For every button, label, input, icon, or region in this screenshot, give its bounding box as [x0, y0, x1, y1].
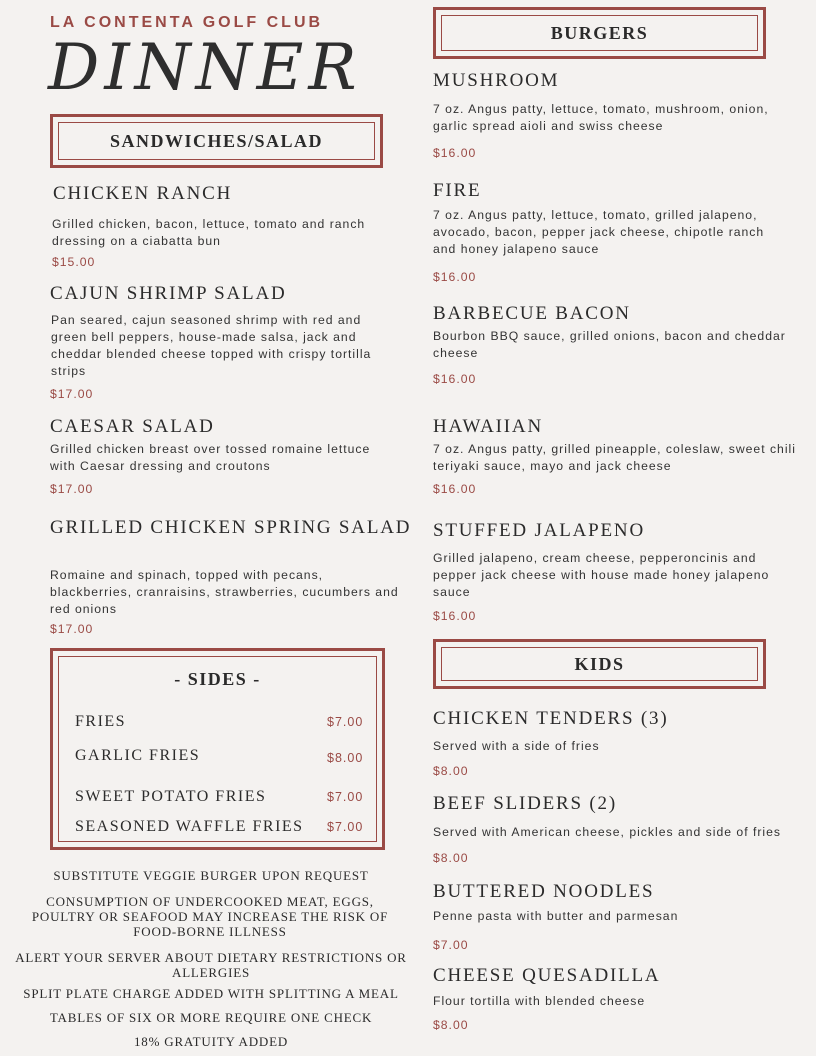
item-price: $16.00	[433, 270, 477, 284]
note: TABLES OF SIX OR MORE REQUIRE ONE CHECK	[49, 1010, 373, 1025]
item-title: CAESAR SALAD	[50, 416, 215, 437]
sandwiches-section-header	[50, 114, 383, 168]
item-description: 7 oz. Angus patty, grilled pineapple, coleslaw, sweet chili teriyaki sauce, mayo and jack cheese	[433, 442, 796, 473]
note: SUBSTITUTE VEGGIE BURGER UPON REQUEST	[53, 868, 369, 883]
item-price: $16.00	[433, 609, 477, 623]
sides-box	[50, 648, 385, 850]
item-description: Romaine and spinach, topped with pecans, blackberries, cranraisins, strawberries, cucumbers and red onions	[50, 568, 399, 616]
item-price: $17.00	[50, 482, 94, 496]
item-title: STUFFED JALAPENO	[433, 520, 645, 541]
item-price: $8.00	[433, 851, 469, 865]
side-price: $7.00	[327, 715, 364, 729]
burgers-section-header	[433, 7, 766, 59]
item-description: Penne pasta with butter and parmesan	[433, 909, 679, 923]
item-description: Grilled chicken, bacon, lettuce, tomato and ranch dressing on a ciabatta bun	[52, 217, 366, 248]
item-title: BUTTERED NOODLES	[433, 881, 655, 902]
item-description: 7 oz. Angus patty, lettuce, tomato, mushroom, onion, garlic spread aioli and swiss cheese	[433, 102, 769, 133]
side-price: $7.00	[327, 790, 364, 804]
item-description: Grilled jalapeno, cream cheese, pepperoncinis and pepper jack cheese with house made honey jalapeno sauce	[433, 551, 770, 599]
item-price: $16.00	[433, 146, 477, 160]
note: 18% GRATUITY ADDED	[133, 1034, 289, 1049]
item-price: $7.00	[433, 938, 469, 952]
note: CONSUMPTION OF UNDERCOOKED MEAT, EGGS, POULTRY OR SEAFOOD MAY INCREASE THE RISK OF FOOD-BORNE ILLNESS	[31, 894, 389, 939]
item-price: $8.00	[433, 1018, 469, 1032]
item-title: CAJUN SHRIMP SALAD	[50, 283, 287, 304]
item-title: CHICKEN RANCH	[53, 183, 233, 204]
item-price: $17.00	[50, 622, 94, 636]
side-name: SWEET POTATO FRIES	[75, 788, 267, 805]
side-name: FRIES	[75, 713, 127, 730]
item-title: BARBECUE BACON	[433, 303, 631, 324]
item-price: $15.00	[52, 255, 96, 269]
item-price: $16.00	[433, 482, 477, 496]
item-title: HAWAIIAN	[433, 416, 543, 437]
note: SPLIT PLATE CHARGE ADDED WITH SPLITTING A MEAL	[23, 986, 399, 1001]
item-title: CHEESE QUESADILLA	[433, 965, 661, 986]
item-price: $8.00	[433, 764, 469, 778]
item-description: Served with American cheese, pickles and side of fries	[433, 825, 781, 839]
item-description: Bourbon BBQ sauce, grilled onions, bacon and cheddar cheese	[433, 329, 786, 360]
item-description: Grilled chicken breast over tossed romaine lettuce with Caesar dressing and croutons	[50, 442, 371, 473]
burgers-section-label: BURGERS	[441, 15, 758, 51]
item-title: BEEF SLIDERS (2)	[433, 793, 617, 814]
item-description: Flour tortilla with blended cheese	[433, 994, 646, 1008]
kids-section-label: KIDS	[441, 647, 758, 681]
item-price: $16.00	[433, 372, 477, 386]
item-title: MUSHROOM	[433, 70, 560, 91]
item-description: Pan seared, cajun seasoned shrimp with red and green bell peppers, house-made salsa, jack and cheddar blended cheese topped with crispy tortilla strips	[51, 313, 372, 378]
item-title: FIRE	[433, 180, 482, 201]
item-description: Served with a side of fries	[433, 739, 600, 753]
menu-title: DINNER	[48, 31, 362, 105]
kids-section-header	[433, 639, 766, 689]
side-name: GARLIC FRIES	[75, 747, 201, 764]
sandwiches-section-label: SANDWICHES/SALAD	[58, 122, 375, 160]
item-description: 7 oz. Angus patty, lettuce, tomato, grilled jalapeno, avocado, bacon, pepper jack cheese, chipotle ranch and honey jalapeno sauce	[433, 208, 765, 256]
side-price: $8.00	[327, 751, 364, 765]
side-price: $7.00	[327, 820, 364, 834]
item-title: GRILLED CHICKEN SPRING SALAD	[50, 517, 412, 538]
item-price: $17.00	[50, 387, 94, 401]
sides-section-label: - SIDES -	[174, 669, 261, 689]
note: ALERT YOUR SERVER ABOUT DIETARY RESTRICTIONS OR ALLERGIES	[15, 950, 407, 980]
side-name: SEASONED WAFFLE FRIES	[75, 818, 304, 835]
club-name: LA CONTENTA GOLF CLUB	[50, 14, 324, 31]
item-title: CHICKEN TENDERS (3)	[433, 708, 669, 729]
